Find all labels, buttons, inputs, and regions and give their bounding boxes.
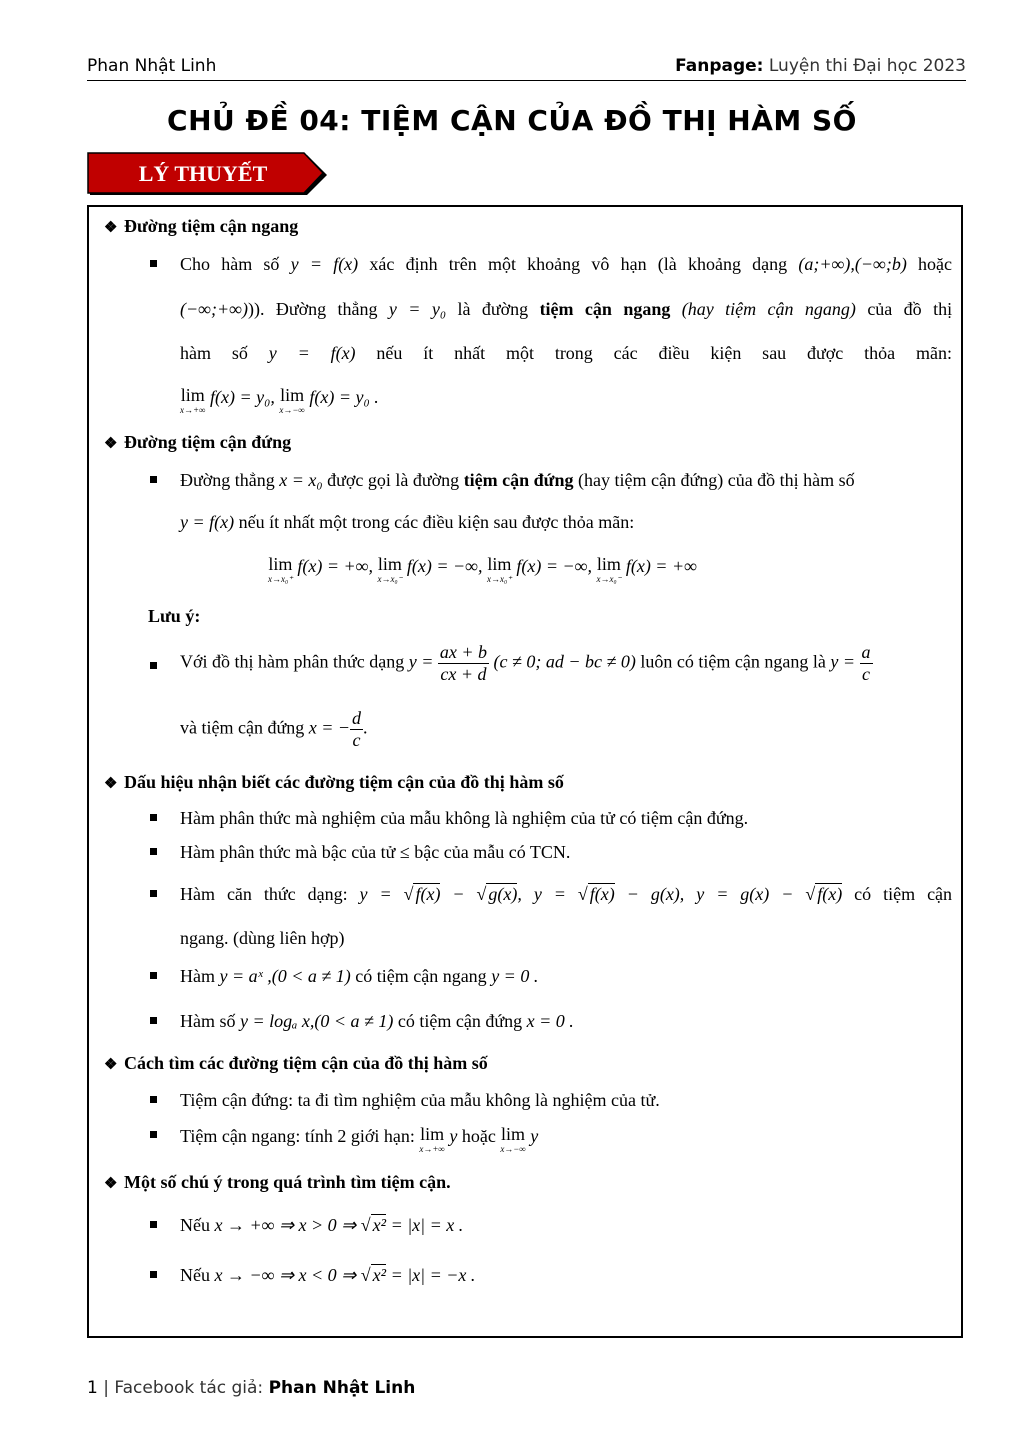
footer-label: Facebook tác giả: xyxy=(114,1378,264,1398)
square-bullet-icon xyxy=(150,260,157,267)
limit: lim x→x₀⁻ xyxy=(377,554,403,584)
bold-term: tiệm cận ngang xyxy=(539,299,671,319)
fanpage-label: Fanpage: xyxy=(675,56,764,76)
text: xác định trên một khoảng vô hạn (là khoảng dạng xyxy=(369,254,788,274)
paragraph-line xyxy=(180,343,952,364)
text: có tiệm cận xyxy=(854,884,953,904)
paragraph-line xyxy=(180,512,634,533)
text: Tiệm cận ngang: tính 2 giới hạn: xyxy=(180,1126,415,1146)
formula-line xyxy=(268,555,697,584)
text: hàm số xyxy=(180,343,248,363)
list-item xyxy=(150,1265,177,1286)
list-item xyxy=(150,1215,177,1236)
text: và tiệm cận đứng xyxy=(180,717,305,738)
section-heading-notes xyxy=(104,1172,451,1193)
italic-term: (hay tiệm cận ngang) xyxy=(681,299,856,319)
banner-label: LÝ THUYẾT xyxy=(138,161,268,186)
text: được gọi là đường xyxy=(327,470,460,490)
fraction: $\frac{ax + b}{cx + d}$ xyxy=(439,642,488,684)
text: Nếu xyxy=(180,1265,210,1285)
text: Cho hàm số xyxy=(180,254,280,274)
math: (c ≠ 0; ad − bc ≠ 0) xyxy=(493,651,636,672)
math: f(x) = −∞, xyxy=(406,556,483,576)
text: Hàm xyxy=(180,966,215,986)
paragraph-line xyxy=(180,1011,574,1032)
limit: lim x→+∞ xyxy=(180,385,206,415)
section-heading-vertical-asymptote xyxy=(104,432,291,453)
paragraph-line: Hàm phân thức mà bậc của tử ≤ bậc của mẫu có TCN. xyxy=(180,842,571,862)
list-item xyxy=(150,470,177,491)
section-heading-horizontal-asymptote xyxy=(104,216,298,237)
text: Hàm số xyxy=(180,1011,236,1031)
fraction: $\frac{d}{c}$ xyxy=(352,708,362,750)
text: Với đồ thị hàm phân thức dạng xyxy=(180,651,405,672)
limit: lim x→x₀⁺ xyxy=(486,554,512,584)
math: f(x) = +∞, xyxy=(297,556,373,576)
square-bullet-icon xyxy=(150,1221,157,1228)
footer-separator: | xyxy=(103,1378,115,1398)
diamond-bullet-icon: ❖ xyxy=(104,436,118,452)
text: Hàm căn thức dạng: xyxy=(180,884,348,904)
text: nếu ít nhất một trong các điều kiện sau được thỏa mãn: xyxy=(376,343,952,363)
math: x → +∞ ⇒ x > 0 ⇒ xyxy=(214,1215,357,1235)
text: Nếu xyxy=(180,1215,210,1235)
math: f(x) = −∞, xyxy=(516,556,592,576)
math: y = 0 . xyxy=(491,966,539,986)
paragraph-line xyxy=(180,642,873,684)
square-bullet-icon xyxy=(150,662,157,669)
header-fanpage xyxy=(675,56,966,76)
list-item xyxy=(150,656,177,677)
paragraph-line: Tiệm cận đứng: ta đi tìm nghiệm của mẫu không là nghiệm của tử. xyxy=(180,1090,660,1110)
math: y = xyxy=(408,651,434,672)
math: f(x) = y₀, xyxy=(209,387,275,407)
paragraph-line xyxy=(180,470,855,491)
list-item xyxy=(150,1125,177,1146)
math: = |x| = −x . xyxy=(390,1265,476,1285)
math: (a;+∞),(−∞;b) xyxy=(798,254,907,274)
math: (−∞;+∞) xyxy=(180,299,248,319)
math: y = f(x) xyxy=(268,343,356,363)
square-bullet-icon xyxy=(150,814,157,821)
math: = |x| = x . xyxy=(390,1215,464,1235)
math: y = f(x) xyxy=(290,254,359,274)
square-bullet-icon xyxy=(150,1017,157,1024)
math: x = 0 . xyxy=(526,1011,574,1031)
math: y = xyxy=(830,651,855,672)
text: luôn có tiệm cận ngang là xyxy=(640,651,826,672)
text: Đường thẳng xyxy=(180,470,275,490)
square-bullet-icon xyxy=(150,1271,157,1278)
list-item xyxy=(150,842,177,863)
square-bullet-icon xyxy=(150,848,157,855)
math: y = aˣ ,(0 < a ≠ 1) xyxy=(219,966,351,986)
heading-text: Dấu hiệu nhận biết các đường tiệm cận của đồ thị hàm số xyxy=(124,772,564,792)
square-bullet-icon xyxy=(150,890,157,897)
math: f(x) = +∞ xyxy=(625,556,697,576)
paragraph-line xyxy=(180,1265,475,1286)
limit: lim x→x₀⁻ xyxy=(596,554,622,584)
paragraph-line: Hàm phân thức mà nghiệm của mẫu không là nghiệm của tử có tiệm cận đứng. xyxy=(180,808,749,828)
text: hoặc xyxy=(918,254,953,274)
diamond-bullet-icon: ❖ xyxy=(104,220,118,236)
heading-text: Cách tìm các đường tiệm cận của đồ thị hàm số xyxy=(124,1053,488,1073)
page-title: CHỦ ĐỀ 04: TIỆM CẬN CỦA ĐỒ THỊ HÀM SỐ xyxy=(167,104,857,137)
section-heading-signs xyxy=(104,772,564,793)
theory-banner xyxy=(87,152,327,194)
footer-author: Phan Nhật Linh xyxy=(268,1378,416,1398)
list-item xyxy=(150,808,177,829)
math: y = y₀ xyxy=(388,299,447,319)
paragraph-line xyxy=(180,884,952,905)
page-footer xyxy=(87,1378,415,1398)
list-item xyxy=(150,1011,177,1032)
text: nếu ít nhất một trong các điều kiện sau được thỏa mãn: xyxy=(238,512,635,532)
math: x → −∞ ⇒ x < 0 ⇒ xyxy=(214,1265,357,1285)
text: có tiệm cận đứng xyxy=(397,1011,523,1031)
text: có tiệm cận ngang xyxy=(355,966,487,986)
math: √ x² xyxy=(360,1265,387,1285)
paragraph-line: Tiệm cận ngang: tính 2 giới hạn: lim x→+∞ y hoặc lim x→−∞ y xyxy=(180,1124,539,1154)
page-number: 1 xyxy=(87,1378,98,1398)
diamond-bullet-icon: ❖ xyxy=(104,776,118,792)
diamond-bullet-icon: ❖ xyxy=(104,1176,118,1192)
math: x = x₀ xyxy=(279,470,323,490)
text: của đồ thị xyxy=(867,299,953,319)
paragraph-line xyxy=(180,254,952,275)
square-bullet-icon xyxy=(150,972,157,979)
text: hoặc xyxy=(461,1126,496,1146)
paragraph-line xyxy=(180,966,538,987)
limit: lim x→x₀⁺ xyxy=(268,554,293,584)
note-heading: Lưu ý: xyxy=(148,606,201,626)
math: f(x) = y₀ . xyxy=(309,387,379,407)
diamond-bullet-icon: ❖ xyxy=(104,1057,118,1073)
bold-term: tiệm cận đứng xyxy=(463,470,574,490)
text: (hay tiệm cận đứng) của đồ thị hàm số xyxy=(578,470,855,490)
math: y = logₐ x,(0 < a ≠ 1) xyxy=(240,1011,394,1031)
square-bullet-icon xyxy=(150,476,157,483)
section-heading-method xyxy=(104,1053,488,1074)
fanpage-value: Luyện thi Đại học 2023 xyxy=(768,56,966,76)
limit: lim x→−∞ xyxy=(279,385,305,415)
square-bullet-icon xyxy=(150,1096,157,1103)
paragraph-line: (−∞;+∞))). Đường thẳng y = y₀ là đường tiệm cận ngang (hay tiệm cận ngang) của đồ thị xyxy=(180,299,953,319)
heading-text: Đường tiệm cận đứng xyxy=(124,432,292,452)
list-item xyxy=(150,254,177,275)
fraction: $\frac{a}{c}$ xyxy=(861,642,871,684)
math: y = f(x) xyxy=(180,512,235,532)
formula-line xyxy=(180,386,379,415)
limit: lim x→−∞ xyxy=(500,1124,526,1154)
radical-formula: y = √ f(x) − √ g(x), y = √ f(x) − g(x), y = g(x) − √ f(x) xyxy=(359,884,843,904)
paragraph-line: và tiệm cận đứng x = − $\frac{d}{c}$ . xyxy=(180,708,368,750)
limit: lim x→+∞ xyxy=(419,1124,445,1154)
list-item xyxy=(150,966,177,987)
text: ). Đường thẳng xyxy=(253,299,378,319)
list-item xyxy=(150,884,177,905)
header-author: Phan Nhật Linh xyxy=(87,56,217,76)
math: √ x² xyxy=(360,1215,387,1235)
paragraph-line: ngang. (dùng liên hợp) xyxy=(180,928,345,948)
heading-text: Đường tiệm cận ngang xyxy=(124,216,299,236)
page-header xyxy=(87,54,966,81)
math: x = − xyxy=(308,717,351,738)
list-item xyxy=(150,1090,177,1111)
square-bullet-icon xyxy=(150,1131,157,1138)
paragraph-line xyxy=(180,1215,463,1236)
text: là đường xyxy=(457,299,529,319)
heading-text: Một số chú ý trong quá trình tìm tiệm cận. xyxy=(124,1172,451,1192)
